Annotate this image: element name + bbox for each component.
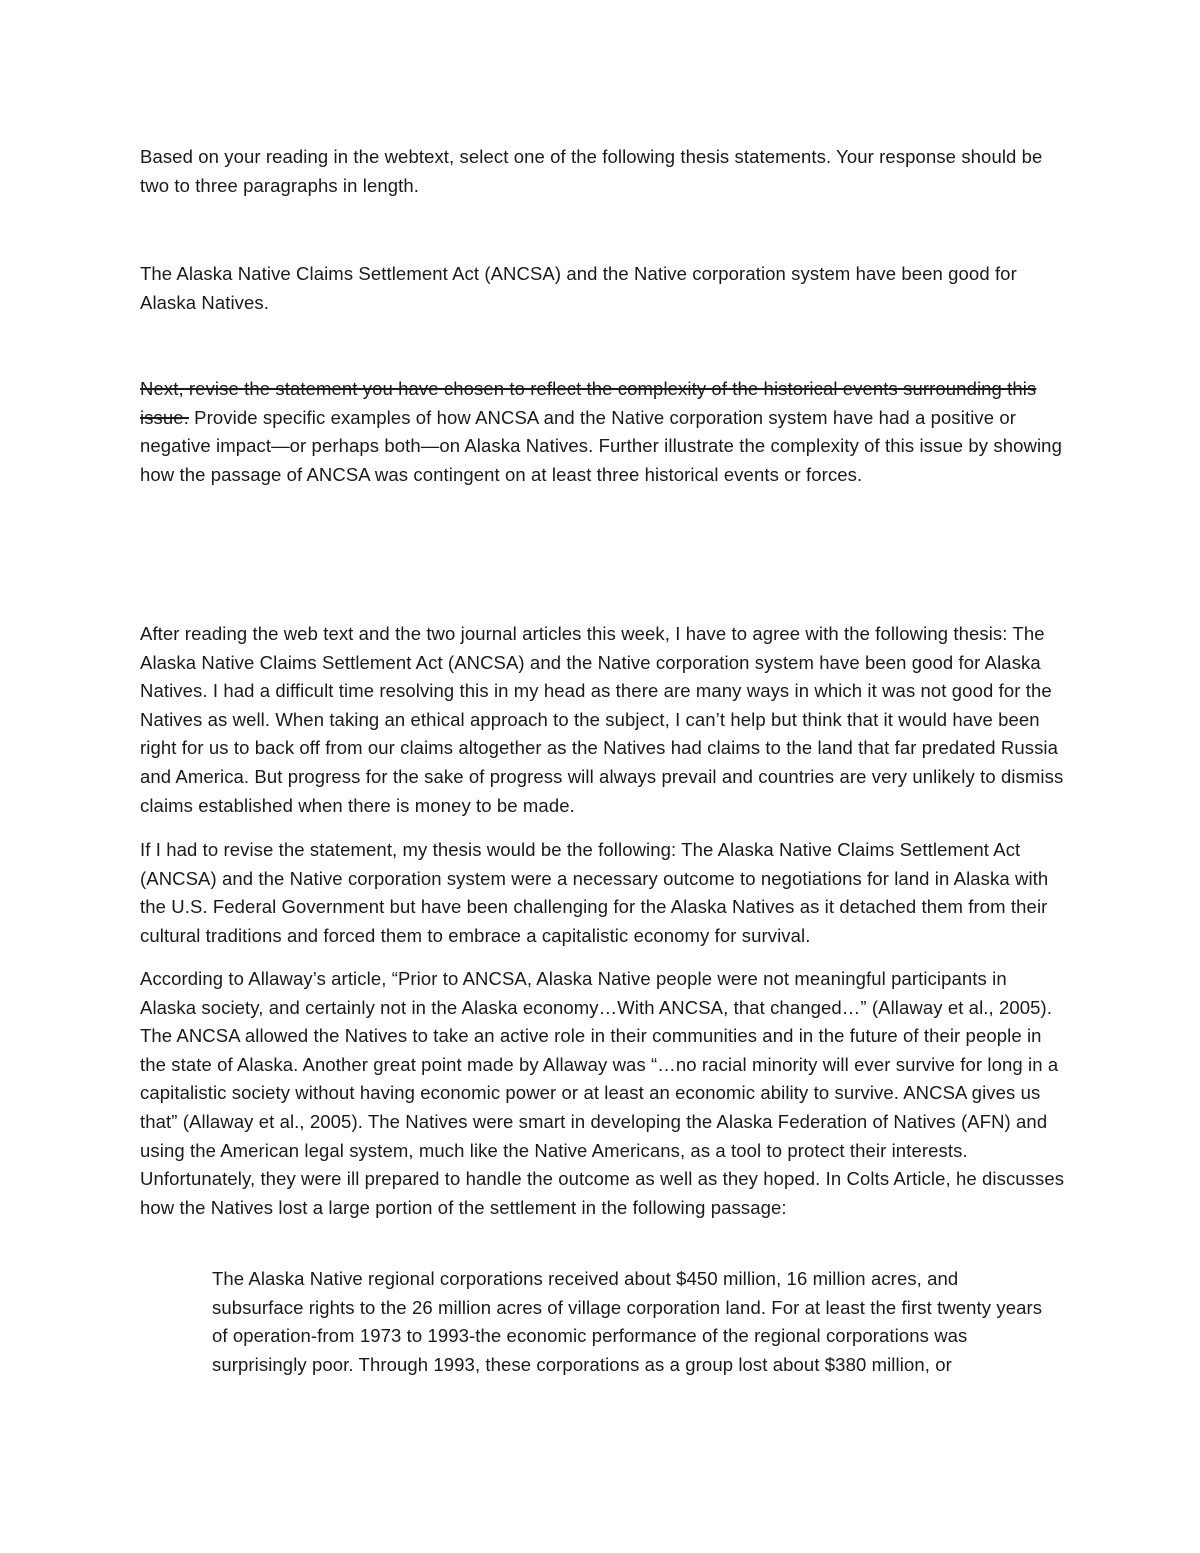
response-paragraph-1: After reading the web text and the two journal articles this week, I have to agree with the following thesis: The Alaska Native Claims Settlement Act (ANCSA) and the Native corporation system have been good for Alaska Natives. I had a difficult time resolving this in my head as there are many ways in which it was not good for the Natives as well. When taking an ethical approach to the subject, I can’t help but think that it would have been right for us to back off from our claims altogether as the Natives had claims to the land that far predated Russia and America. But progress for the sake of progress will always prevail and countries are very unlikely to dismiss claims established when there is money to be made. — [140, 623, 1064, 816]
assignment-instructions: Based on your reading in the webtext, select one of the following thesis statements. Your response should be two to three paragraphs in length. — [140, 146, 1043, 196]
revision-instructions — [140, 375, 1065, 489]
response-paragraph-3: According to Allaway’s article, “Prior to ANCSA, Alaska Native people were not meaningful participants in Alaska society, and certainly not in the Alaska economy…With ANCSA, that changed…” (Allaway et al., 2005). The ANCSA allowed the Natives to take an active role in their communities and in the future of their people in the state of Alaska. Another great point made by Allaway was “…no racial minority will ever survive for long in a capitalistic society without having economic power or at least an economic ability to survive. ANCSA gives us that” (Allaway et al., 2005). The Natives were smart in developing the Alaska Federation of Natives (AFN) and using the American legal system, much like the Native Americans, as a tool to protect their interests. Unfortunately, they were ill prepared to handle the outcome as well as they hoped. In Colts Article, he discusses how the Natives lost a large portion of the settlement in the following passage: — [140, 968, 1065, 1218]
thesis-statement: The Alaska Native Claims Settlement Act (ANCSA) and the Native corporation system have been good for Alaska Natives. — [140, 263, 1017, 313]
response-paragraph-2: If I had to revise the statement, my thesis would be the following: The Alaska Native Claims Settlement Act (ANCSA) and the Native corporation system were a necessary outcome to negotiations for land in Alaska with the U.S. Federal Government but have been challenging for the Alaska Natives as it detached them from their cultural traditions and forced them to embrace a capitalistic economy for survival. — [140, 839, 1049, 946]
revision-instructions-text: Provide specific examples of how ANCSA and the Native corporation system have had a positive or negative impact—or perhaps both—on Alaska Natives. Further illustrate the complexity of this issue by showing how the passage of ANCSA was contingent on at least three historical events or forces. — [140, 406, 1062, 485]
struck-text: Next, revise the statement you have chosen to reflect the complexity of the historical events surrounding this issue. — [140, 378, 1037, 428]
block-quote: The Alaska Native regional corporations received about $450 million, 16 million acres, and subsurface rights to the 26 million acres of village corporation land. For at least the first twenty years of operation-from 1973 to 1993-the economic performance of the regional corporations was surprisingly poor. Through 1993, these corporations as a group lost about $380 million, or — [212, 1268, 1043, 1375]
